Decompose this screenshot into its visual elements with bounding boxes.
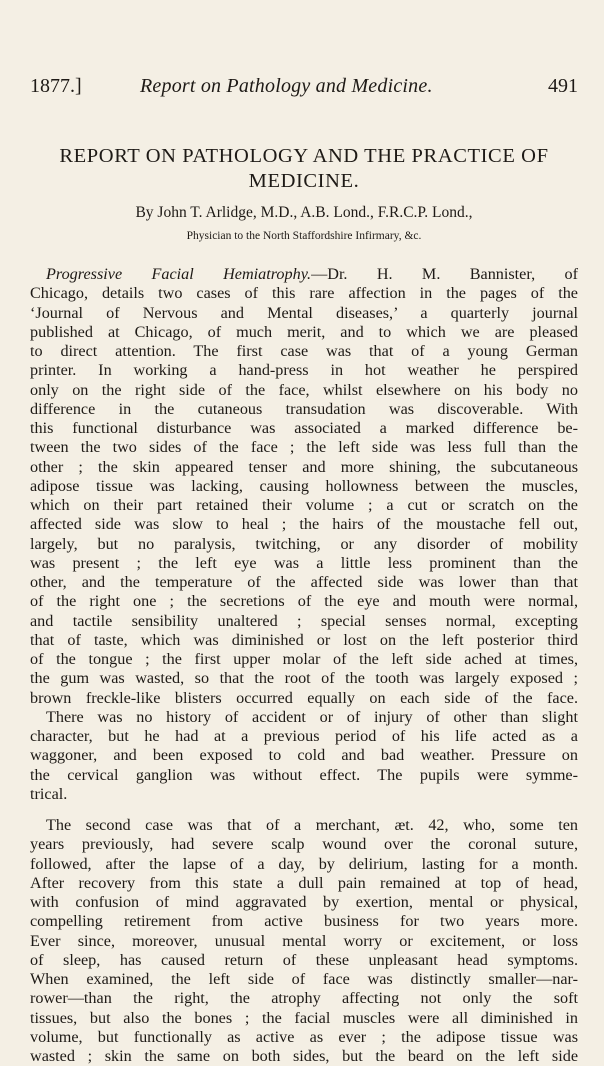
author-byline: By John T. Arlidge, M.D., A.B. Lond., F.R.C.P. Lond., [135,204,473,221]
text-line: rower—than the right, the atrophy affecting not only the soft [30,989,578,1008]
running-head [30,74,578,98]
text-line: and tactile sensibility unaltered ; special senses normal, excepting [30,611,578,630]
text-line: this functional disturbance was associated a marked difference be- [30,419,578,437]
text-line: largely, but no paralysis, twitching, or any disorder of mobility [30,534,578,553]
author-affiliation: Physician to the North Staffordshire Infirmary, &c. [186,230,422,242]
paragraph-first-line [30,265,578,284]
article-title [30,144,578,194]
text-line: followed, after the lapse of a day, by delirium, lasting for a month. [30,854,578,873]
text-line: was present ; the left eye was a little less prominent than the [30,553,578,572]
text-line: which on their part retained their volume ; a cut or scratch on the [30,496,578,514]
text-line: ‘Journal of Nervous and Mental diseases,’ a quarterly journal [30,303,578,322]
section-heading: Progressive Facial Hemiatrophy. [46,265,312,283]
text-line: tween the two sides of the face ; the left side was less full than the [30,438,578,457]
article-body [30,265,578,1066]
text-line: the cervical ganglion was without effect. The pupils were symme- [30,765,578,784]
text-line: volume, but functionally as active as ever ; the adipose tissue was [30,1027,578,1046]
running-head-year: 1877.] [30,75,82,97]
text-line: brown freckle-like blisters occurred equally on each side of the face. [30,688,578,707]
text-line: Ever since, moreover, unusual mental worry or excitement, or loss [30,931,578,950]
text-line: affected side was slow to heal ; the hairs of the moustache fell out, [30,515,578,534]
text-line: Chicago, details two cases of this rare affection in the pages of the [30,284,578,303]
text-line: tissues, but also the bones ; the facial muscles were all diminished in [30,1008,578,1027]
text-line: character, but he had at a previous period of his life acted as a [30,727,578,745]
text-line: of the tongue ; the first upper molar of the left side ached at times, [30,650,578,668]
text-line: years previously, had severe scalp wound over the coronal suture, [30,835,578,854]
text-line: The second case was that of a merchant, æt. 42, who, some ten [46,816,578,834]
text-line: compelling retirement from active business for two years more. [30,912,578,931]
text-line: of the right one ; the secretions of the eye and mouth were normal, [30,592,578,611]
text-line: There was no history of accident or of injury of other than slight [46,707,578,726]
text-line: After recovery from this state a dull pain remained at top of head, [30,873,578,892]
paragraph-gap [30,804,578,816]
text-line: other ; the skin appeared tenser and more shining, the subcutaneous [30,457,578,476]
article-title-line: MEDICINE. [248,170,360,192]
article-title-line: REPORT ON PATHOLOGY AND THE PRACTICE OF [59,145,549,167]
paragraph-text: —Dr. H. M. Bannister, of [311,265,578,283]
text-line: published at Chicago, of much merit, and to which we are pleased [30,322,578,341]
text-line: printer. In working a hand-press in hot weather he perspired [30,361,578,380]
text-line: When examined, the left side of face was distinctly smaller—nar- [30,970,578,988]
text-line: to direct attention. The first case was that of a young German [30,342,578,360]
running-head-title: Report on Pathology and Medicine. [140,75,433,97]
text-line: the gum was wasted, so that the root of the tooth was largely exposed ; [30,669,578,688]
text-line: of sleep, has caused return of these unpleasant head symptoms. [30,950,578,969]
page-number: 491 [548,75,578,97]
text-line: trical. [30,784,68,803]
text-line: other, and the temperature of the affected side was lower than that [30,573,578,591]
text-line: with confusion of mind aggravated by exertion, mental or physical, [30,893,578,911]
text-line: waggoner, and been exposed to cold and bad weather. Pressure on [30,746,578,765]
text-line: wasted ; skin the same on both sides, but the beard on the left side [30,1047,578,1065]
text-line: only on the right side of the face, whilst elsewhere on his body no [30,380,578,399]
text-line: that of taste, which was diminished or lost on the left posterior third [30,630,578,649]
text-line: adipose tissue was lacking, causing hollowness between the muscles, [30,476,578,495]
text-line: difference in the cutaneous transudation was discoverable. With [30,399,578,418]
